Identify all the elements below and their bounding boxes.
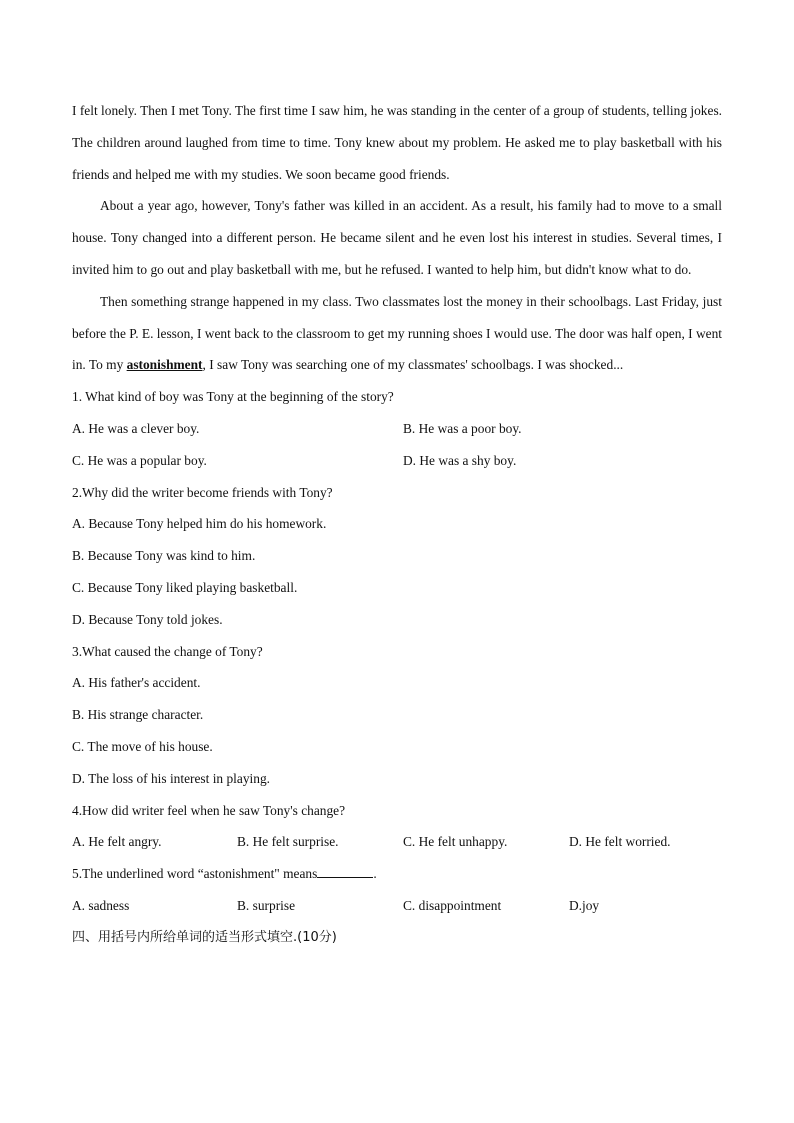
question-2-option-a[interactable]: A. Because Tony helped him do his homework. — [72, 516, 327, 532]
question-5-stem-text: 5.The underlined word “astonishment" means — [72, 866, 318, 882]
question-5-option-b[interactable]: B. surprise — [237, 897, 296, 913]
question-1-stem: 1. What kind of boy was Tony at the beginning of the story? — [72, 389, 394, 405]
question-2-option-d[interactable]: D. Because Tony told jokes. — [72, 611, 223, 627]
question-2-stem: 2.Why did the writer become friends with Tony? — [72, 484, 333, 500]
question-1-options-row-1 — [72, 413, 722, 445]
question-1-option-b[interactable]: B. He was a poor boy. — [403, 420, 522, 436]
question-3-option-a[interactable]: A. His father's accident. — [72, 675, 201, 691]
section-4-heading: 四、用括号内所给单词的适当形式填空.(10分) — [72, 929, 337, 945]
answer-blank[interactable] — [317, 865, 373, 878]
paragraph-3-text-end: , I saw Tony was searching one of my classmates' schoolbags. I was shocked... — [202, 357, 624, 373]
paragraph-3-text: Then something strange happened in my class. Two classmates lost the money in their schoolbags. Last Friday, just before the P. E. lesson, I went back to the classroom to get my running shoes I would use. The door was half open, I went in. To my — [72, 293, 722, 373]
question-4-option-b[interactable]: B. He felt surprise. — [237, 834, 339, 850]
question-5-option-d[interactable]: D.joy — [569, 897, 600, 913]
underlined-keyword: astonishment — [126, 357, 203, 373]
question-5-stem-end: . — [373, 866, 377, 882]
question-2-option-b[interactable]: B. Because Tony was kind to him. — [72, 548, 256, 564]
question-3-stem: 3.What caused the change of Tony? — [72, 643, 263, 659]
question-3-option-b[interactable]: B. His strange character. — [72, 707, 204, 723]
question-5-stem — [72, 858, 722, 890]
passage-paragraph-1: I felt lonely. Then I met Tony. The first time I saw him, he was standing in the center of a group of students, telling jokes. The children around laughed from time to time. Tony knew about my problem. He asked me to play basketball with his friends and helped me with my studies. We soon became good friends. — [72, 103, 722, 182]
passage-paragraph-3 — [72, 286, 722, 381]
question-5-option-a[interactable]: A. sadness — [72, 897, 130, 913]
question-5-option-c[interactable]: C. disappointment — [403, 897, 502, 913]
question-1-option-d[interactable]: D. He was a shy boy. — [403, 452, 517, 468]
question-2-option-c[interactable]: C. Because Tony liked playing basketball. — [72, 579, 298, 595]
question-1-option-c[interactable]: C. He was a popular boy. — [72, 452, 207, 468]
question-4-option-d[interactable]: D. He felt worried. — [569, 834, 671, 850]
question-1-option-a[interactable]: A. He was a clever boy. — [72, 420, 200, 436]
question-4-option-a[interactable]: A. He felt angry. — [72, 834, 162, 850]
document-page — [72, 95, 722, 954]
question-3-option-d[interactable]: D. The loss of his interest in playing. — [72, 770, 270, 786]
question-3-option-c[interactable]: C. The move of his house. — [72, 738, 213, 754]
question-4-stem: 4.How did writer feel when he saw Tony's change? — [72, 802, 346, 818]
question-4-options-row — [72, 826, 722, 858]
question-4-option-c[interactable]: C. He felt unhappy. — [403, 834, 508, 850]
question-5-options-row — [72, 890, 722, 922]
question-1-options-row-2 — [72, 445, 722, 477]
passage-paragraph-2: About a year ago, however, Tony's father was killed in an accident. As a result, his family had to move to a small house. Tony changed into a different person. He became silent and he even lost his interest in studies. Several times, I invited him to go out and play basketball with me, but he refused. I wanted to help him, but didn't know what to do. — [72, 198, 722, 277]
